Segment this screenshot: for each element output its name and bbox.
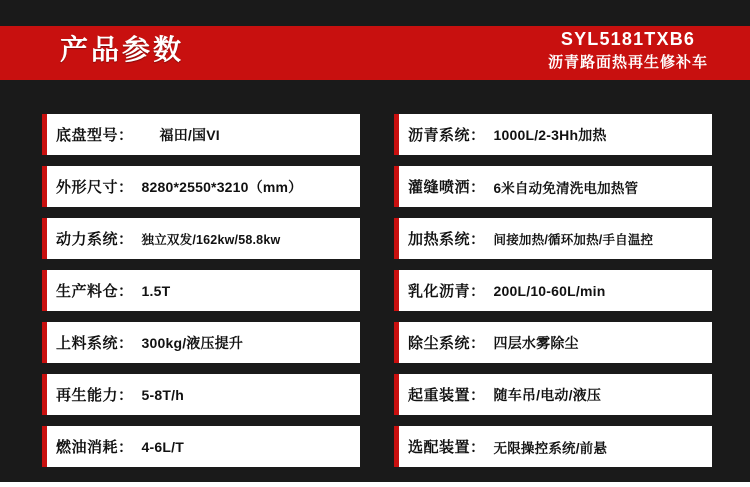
spec-value: 1.5T <box>141 282 171 299</box>
spec-value: 4-6L/T <box>141 438 184 455</box>
spec-row <box>42 426 360 467</box>
spec-label: 再生能力： <box>56 387 134 404</box>
spec-row <box>394 322 712 363</box>
spec-label: 燃油消耗： <box>56 439 134 456</box>
spec-label: 底盘型号： <box>56 127 134 144</box>
spec-row <box>394 114 712 155</box>
spec-row <box>42 114 360 155</box>
spec-value: 随车吊/电动/液压 <box>493 386 602 403</box>
spec-value: 福田/国VI <box>159 126 220 143</box>
spec-label: 乳化沥青： <box>408 283 486 300</box>
spec-label: 外形尺寸： <box>56 179 134 196</box>
spec-label: 生产料仓： <box>56 283 134 300</box>
spec-label: 起重装置： <box>408 387 486 404</box>
spec-value: 8280*2550*3210（mm） <box>141 178 303 195</box>
spec-label: 加热系统： <box>408 231 486 248</box>
spec-row <box>42 218 360 259</box>
spec-row <box>42 374 360 415</box>
spec-row <box>394 218 712 259</box>
spec-row <box>394 426 712 467</box>
spec-label: 沥青系统： <box>408 127 486 144</box>
spec-row <box>42 166 360 207</box>
spec-label: 选配装置： <box>408 439 486 456</box>
spec-row <box>394 166 712 207</box>
spec-column-right <box>394 114 712 467</box>
spec-row <box>394 374 712 415</box>
spec-column-left <box>42 114 360 467</box>
model-code: SYL5181TXB6 <box>560 29 696 49</box>
spec-value: 间接加热/循环加热/手自温控 <box>493 232 654 247</box>
spec-value: 5-8T/h <box>141 386 184 403</box>
spec-row <box>42 322 360 363</box>
spec-value: 300kg/液压提升 <box>141 334 244 351</box>
spec-label: 除尘系统： <box>408 335 486 352</box>
spec-table <box>0 96 750 487</box>
poster-header <box>0 0 750 96</box>
spec-label: 上料系统： <box>56 335 134 352</box>
spec-label: 灌缝喷洒： <box>408 179 486 196</box>
spec-row <box>394 270 712 311</box>
model-info <box>548 24 708 72</box>
spec-label: 动力系统： <box>56 231 134 248</box>
spec-value: 无限操控系统/前悬 <box>493 440 608 456</box>
spec-value: 6米自动免清洗电加热管 <box>493 180 639 196</box>
spec-value: 1000L/2-3Hh加热 <box>493 126 607 143</box>
spec-row <box>42 270 360 311</box>
spec-value: 200L/10-60L/min <box>493 282 606 299</box>
model-description: 沥青路面热再生修补车 <box>547 53 708 71</box>
spec-value: 四层水雾除尘 <box>493 334 579 351</box>
spec-value: 独立双发/162kw/58.8kw <box>141 232 281 247</box>
page-title: 产品参数 <box>60 34 185 65</box>
